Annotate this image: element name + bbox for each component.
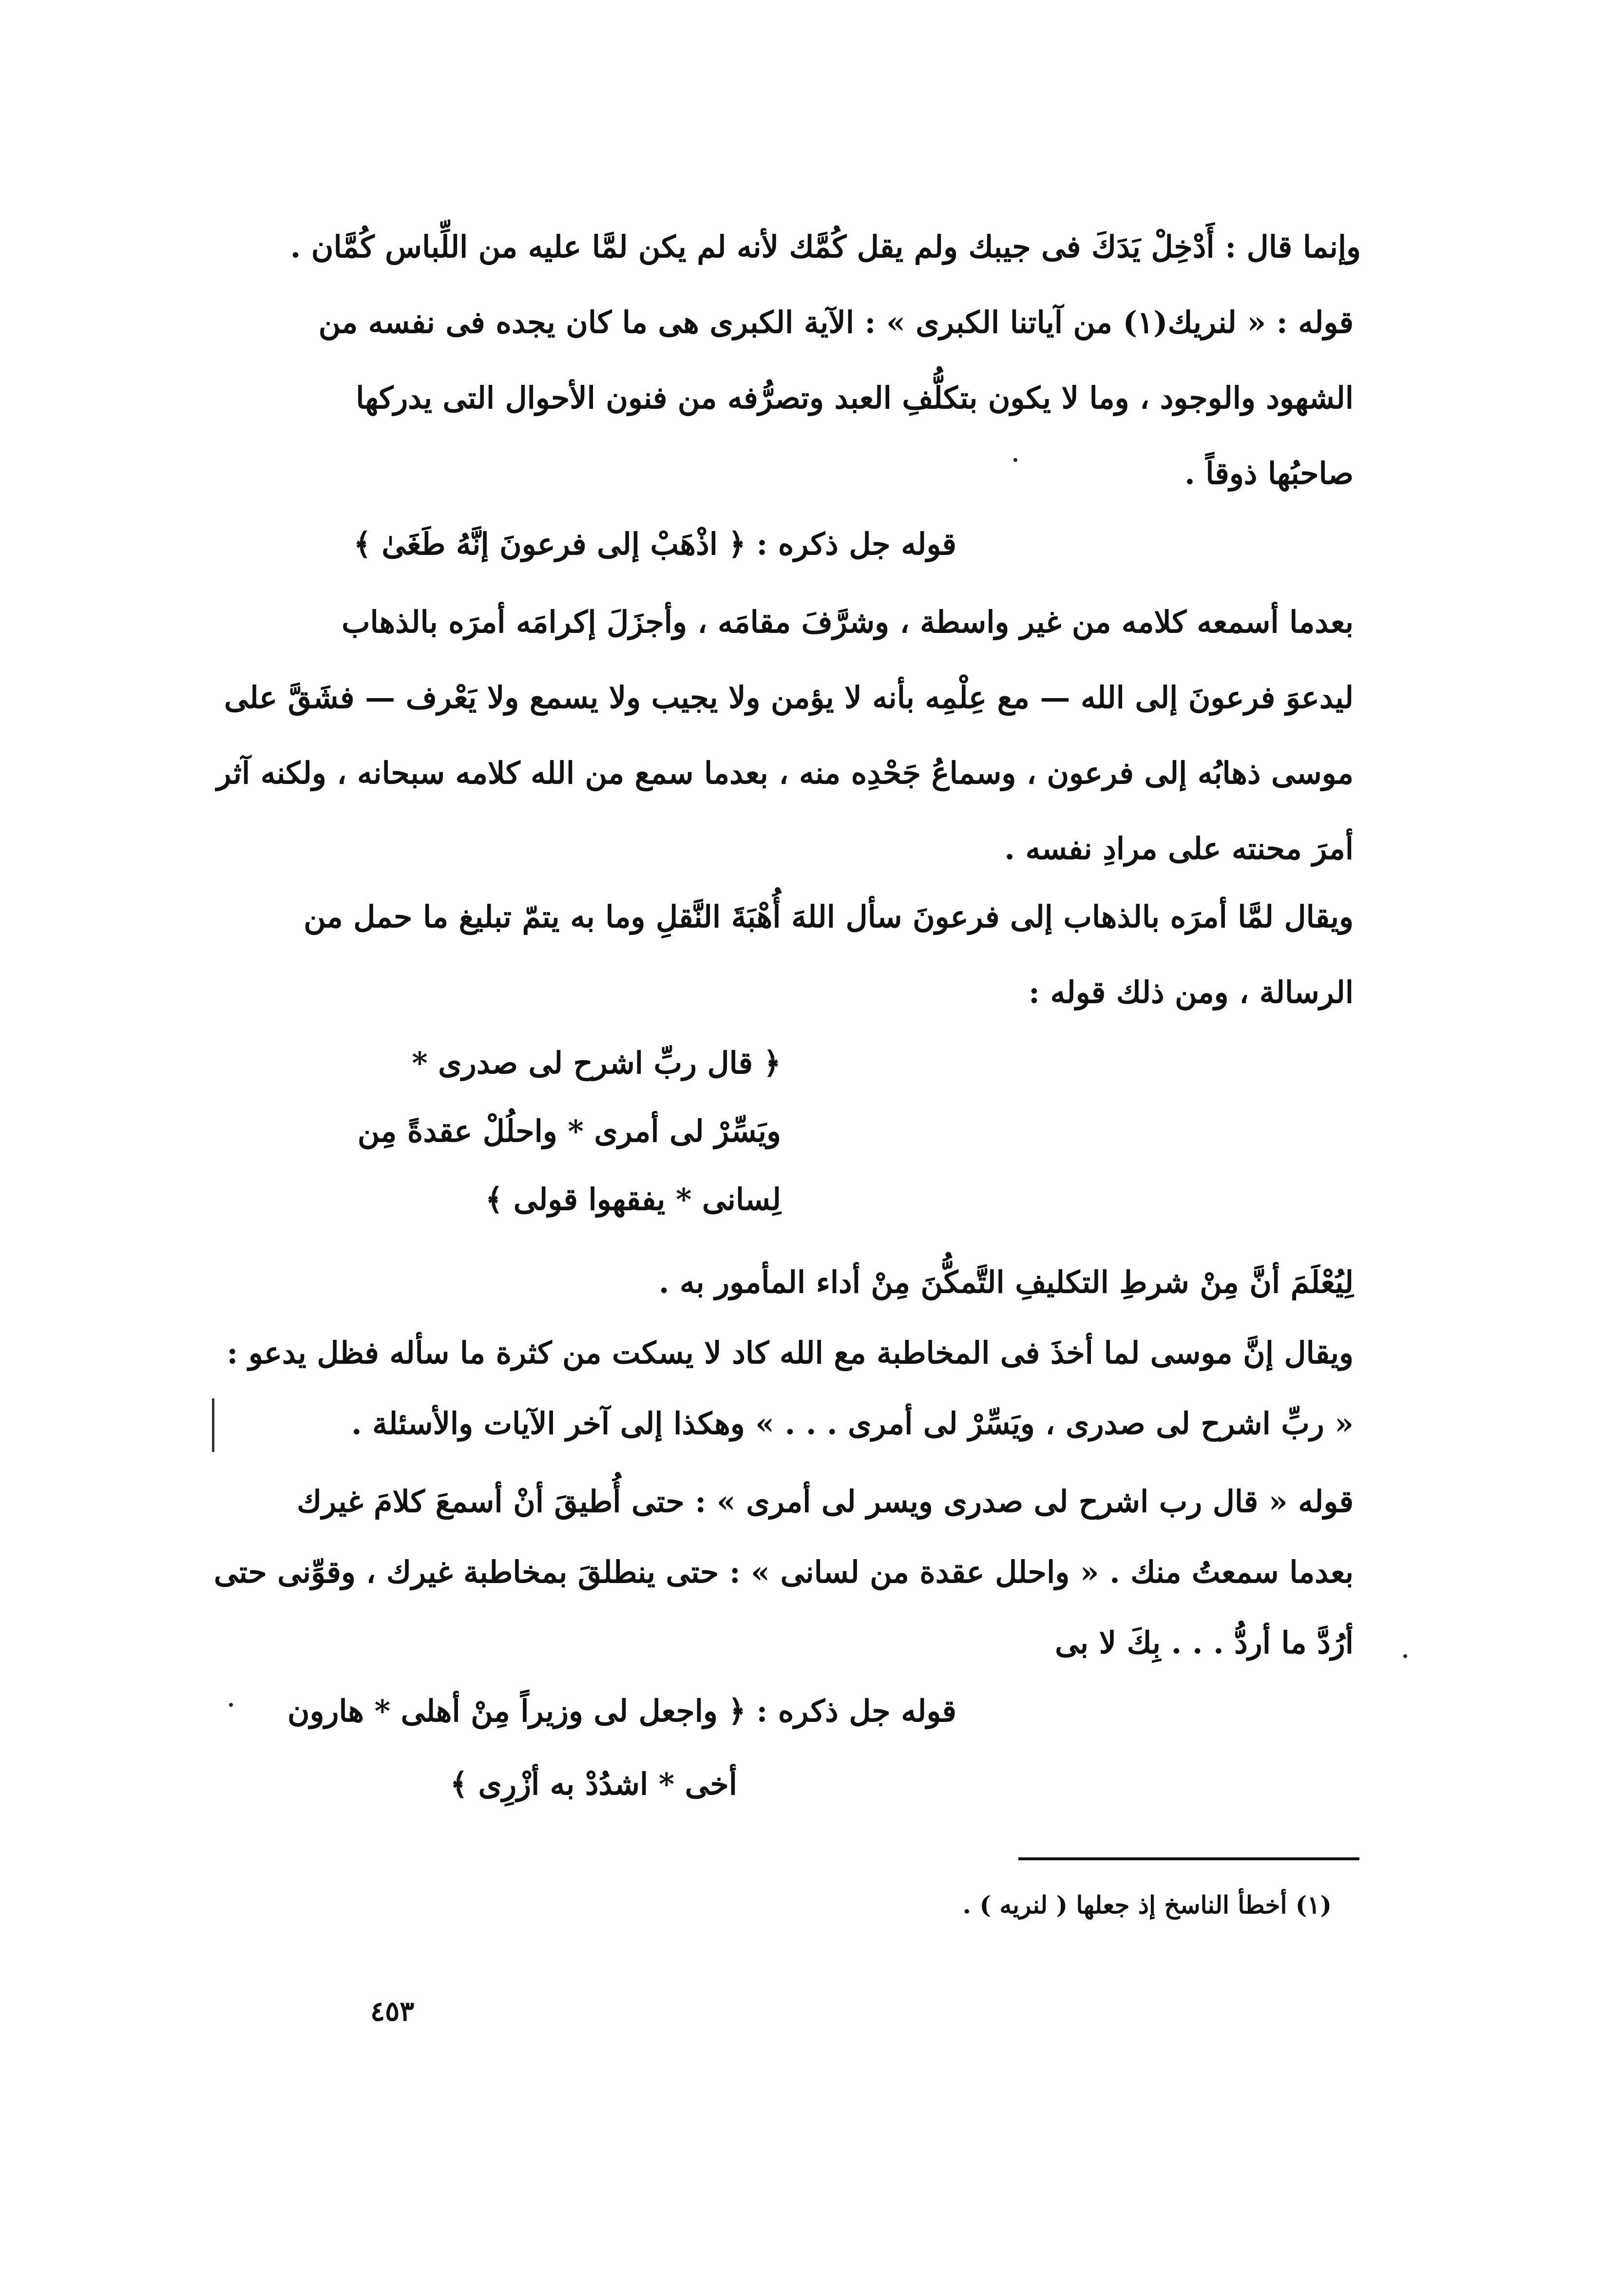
text-line: أمرَ محنته على مرادِ نفسه .	[1004, 831, 1354, 866]
verse-line: لِسانى * يفقهوا قولى ﴾	[485, 1182, 781, 1217]
text-line: الشهود والوجود ، وما لا يكون بتكلُّفِ العبد وتصرُّفه من فنون الأحوال التى يدركها	[356, 380, 1354, 416]
footnote: (١) أخطأ الناسخ إذ جعلها ( لنريه ) .	[962, 1890, 1332, 1919]
text-line: صاحبُها ذوقاً .	[1185, 456, 1354, 491]
ink-speck	[229, 1703, 233, 1707]
verse-heading: قوله جل ذكره : ﴿ اذْهَبْ إلى فرعونَ إنَّهُ طَغَىٰ ﴾	[353, 526, 956, 562]
text-line: قوله « قال رب اشرح لى صدرى ويسر لى أمرى » : حتى أُطيقَ أنْ أسمعَ كلامَ غيرك	[297, 1484, 1354, 1519]
ink-speck	[1403, 1654, 1407, 1658]
footnote-divider	[1018, 1857, 1359, 1860]
ink-speck	[1013, 458, 1017, 462]
text-line: أرُدَّ ما أردُّ . . . بِكَ لا بى	[1055, 1625, 1354, 1661]
text-line: لِيُعْلَمَ أنَّ مِنْ شرطِ التكليفِ التَّمكُّنَ مِنْ أداء المأمور به .	[658, 1264, 1354, 1300]
text-line: وإنما قال : أَدْخِلْ يَدَكَ فى جيبك ولم يقل كُمَّك لأنه لم يكن لمَّا عليه من اللِّباس كُمَّان .	[290, 229, 1361, 265]
verse-line: أخى * اشدُدْ به أزْرِى ﴾	[450, 1766, 737, 1802]
text-line: الرسالة ، ومن ذلك قوله :	[1028, 974, 1354, 1010]
text-line: بعدما أسمعه كلامه من غير واسطة ، وشرَّفَ مقامَه ، وأجزَلَ إكرامَه أمرَه بالذهاب	[342, 604, 1354, 640]
text-line: قوله : « لنريك(١) من آياتنا الكبرى » : الآية الكبرى هى ما كان يجده فى نفسه من	[318, 305, 1354, 340]
text-line: بعدما سمعتُ منك . « واحلل عقدة من لسانى » : حتى ينطلقَ بمخاطبة غيرك ، وقوِّنى حتى	[213, 1554, 1354, 1590]
text-line: ويقال لمَّا أمرَه بالذهاب إلى فرعونَ سأل اللهَ أُهْبَةَ النَّقلِ وما به يتمّ تبليغ ما حمل من	[304, 899, 1354, 935]
verse-line: ويَسِّرْ لى أمرى * واحلُلْ عقدةً مِن	[357, 1113, 781, 1149]
verse-line: ﴿ قال ربِّ اشرح لى صدرى *	[412, 1045, 781, 1081]
text-line: موسى ذهابُه إلى فرعون ، وسماعُ جَحْدِه منه ، بعدما سمع من الله كلامه سبحانه ، ولكنه آثر	[216, 755, 1354, 791]
page-number: ٤٥٣	[370, 1995, 415, 2027]
text-line: « ربِّ اشرح لى صدرى ، ويَسِّرْ لى أمرى . . . » وهكذا إلى آخر الآيات والأسئلة .	[351, 1406, 1354, 1441]
margin-mark	[212, 1398, 214, 1452]
text-line: ليدعوَ فرعونَ إلى الله — مع عِلْمِه بأنه لا يؤمن ولا يجيب ولا يسمع ولا يَعْرف — فشَقَّ على	[224, 680, 1354, 715]
text-line: ويقال إنَّ موسى لما أخذَ فى المخاطبة مع الله كاد لا يسكت من كثرة ما سأله فظل يدعو :	[227, 1335, 1354, 1371]
verse-heading: قوله جل ذكره : ﴿ واجعل لى وزيراً مِنْ أهلى * هارون	[287, 1693, 956, 1729]
